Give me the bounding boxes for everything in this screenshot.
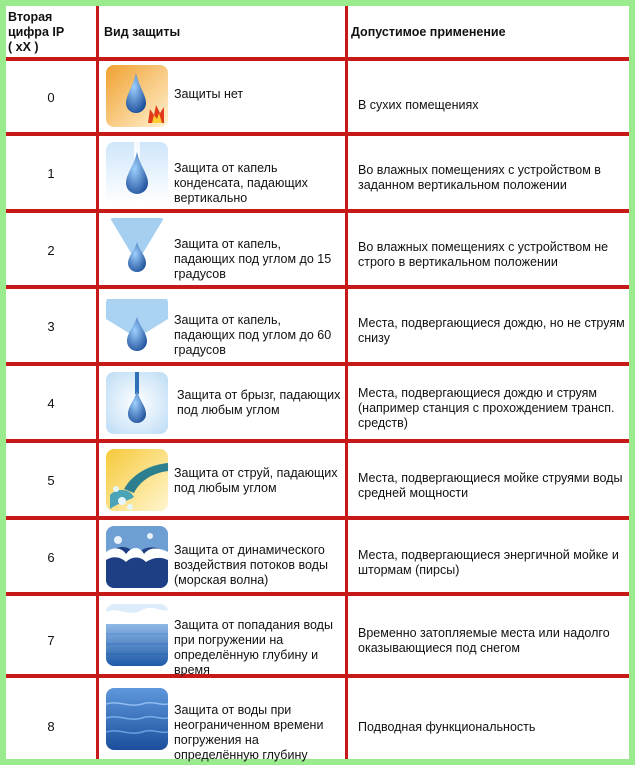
sea-wave-icon [106, 526, 168, 588]
row-divider [6, 439, 629, 443]
row-divider [6, 209, 629, 213]
splash-drop-icon [106, 372, 168, 434]
usage-description: Временно затопляемые места или надолго оказывающиеся под снегом [358, 626, 610, 655]
protection-description: Защита от капель, падающих под углом до 60 градусов [174, 313, 332, 357]
temporary-immersion-icon [106, 604, 168, 666]
usage-description: Подводная функциональность [358, 720, 536, 734]
usage-description: Места, подвергающиеся мойке струями воды средней мощности [358, 471, 623, 500]
protection-description: Защита от капель конденсата, падающих вертикально [174, 161, 308, 205]
ip-digit: 2 [47, 243, 55, 258]
usage-description: Во влажных помещениях с устройством в заданном вертикальном положении [358, 163, 601, 192]
ip-digit: 7 [47, 633, 55, 648]
row-divider [6, 592, 629, 596]
drop-with-fire-icon [106, 65, 168, 127]
protection-description: Защита от струй, падающих под любым углом [174, 466, 338, 495]
continuous-immersion-icon [106, 688, 168, 750]
row-divider [6, 132, 629, 136]
usage-description: В сухих помещениях [358, 98, 479, 112]
water-jet-icon [106, 449, 168, 511]
ip-digit: 0 [47, 90, 55, 105]
row-divider [6, 285, 629, 289]
protection-description: Защита от капель, падающих под углом до 15 градусов [174, 237, 332, 281]
usage-description: Места, подвергающиеся энергичной мойке и штормам (пирсы) [358, 548, 619, 577]
row-divider [6, 362, 629, 366]
usage-description: Места, подвергающиеся дождю и струям (например станция с прохождением трансп. средств) [358, 386, 615, 430]
ip-digit: 8 [47, 719, 55, 734]
drop-60-degrees-icon [106, 295, 168, 357]
row-divider [6, 516, 629, 520]
protection-description: Защита от воды при неограниченном времени погружения на определённую глубину [174, 703, 324, 762]
vertical-drop-icon [106, 142, 168, 204]
protection-description: Защита от брызг, падающих под любым углом [177, 388, 341, 417]
ip-digit: 5 [47, 473, 55, 488]
usage-description: Во влажных помещениях с устройством не строго в вертикальном положении [358, 240, 609, 269]
drop-15-degrees-icon [106, 218, 168, 280]
ip-digit: 6 [47, 550, 55, 565]
protection-description: Защита от попадания воды при погружении на определённую глубину и время [174, 618, 333, 677]
ip-digit: 4 [47, 396, 55, 411]
usage-description: Места, подвергающиеся дождю, но не струям снизу [358, 316, 625, 345]
header-usage: Допустимое применение [351, 25, 506, 39]
row-divider [6, 57, 629, 61]
header-digit: Вторая цифра IP ( хХ ) [8, 10, 64, 54]
ip-digit: 1 [47, 166, 55, 181]
ip-digit: 3 [47, 319, 55, 334]
column-divider [345, 6, 348, 759]
protection-description: Защиты нет [174, 87, 244, 101]
header-protection-type: Вид защиты [104, 25, 181, 39]
column-divider [96, 6, 99, 759]
protection-description: Защита от динамического воздействия потоков воды (морская волна) [174, 543, 328, 587]
